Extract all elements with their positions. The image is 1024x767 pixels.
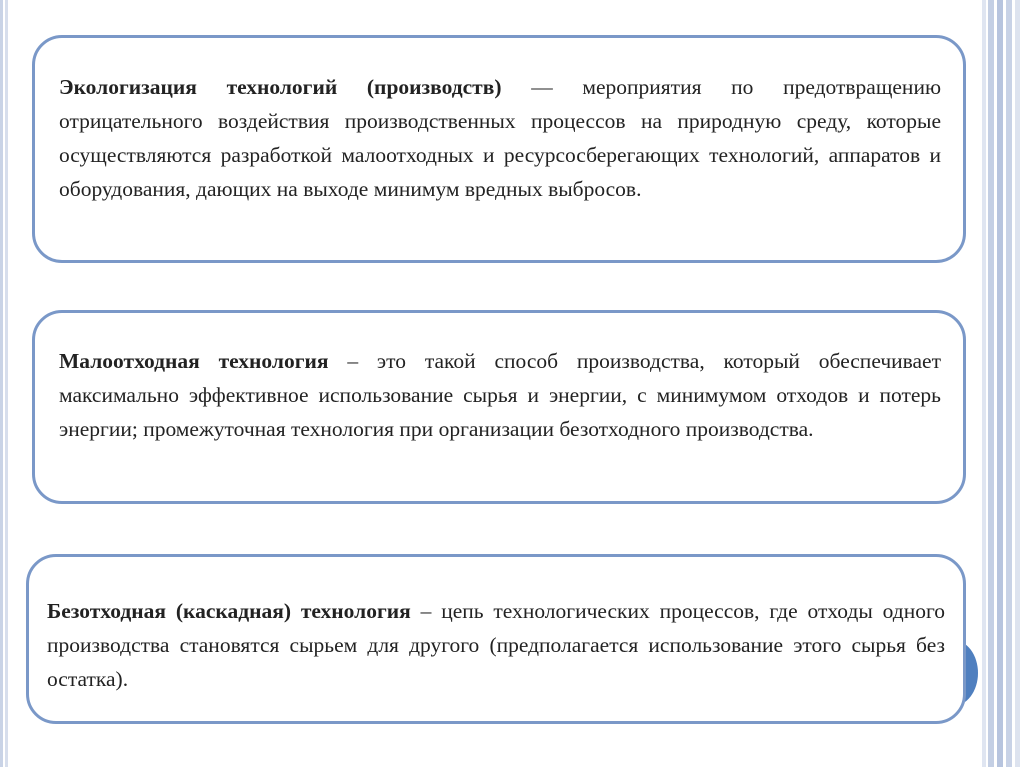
definition-paragraph (59, 70, 941, 206)
definition-term: Экологизация технологий (производств) (59, 75, 502, 99)
definition-term: Малоотходная технология (59, 349, 329, 373)
definition-box-low-waste (32, 310, 966, 504)
definition-text: — мероприятия по предотвращению отрицательного воздействия производственных процессов на природную среду, которые осуществляются разработкой малоотходных и ресурсосберегающих технологий, аппаратов и оборудования, дающих на выходе минимум вредных выбросов. (59, 75, 942, 201)
definition-text: – это такой способ производства, который обеспечивает максимально эффективное использование сырья и энергии, с минимумом отходов и потерь энергии; промежуточная технология при организации безотходного производства. (59, 349, 941, 441)
definition-box-waste-free (26, 554, 966, 724)
definition-term: Безотходная (каскадная) технология (47, 599, 411, 623)
definition-paragraph (47, 594, 945, 696)
definition-text: – цепь технологических процессов, где отходы одного производства становятся сырьем для другого (предполагается использование этого сырья без остатка). (47, 599, 945, 691)
right-decorative-bars (976, 0, 1024, 767)
left-decorative-bar (0, 0, 12, 767)
definition-paragraph (59, 344, 941, 446)
definition-box-ecologization (32, 35, 966, 263)
